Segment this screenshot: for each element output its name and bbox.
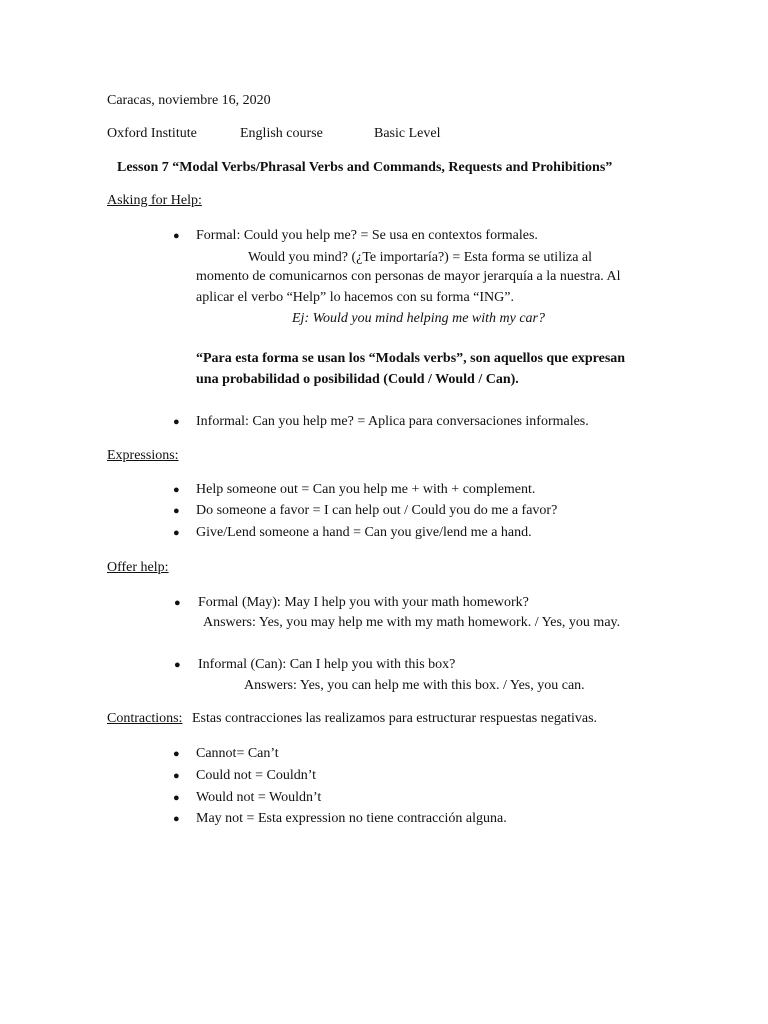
contraction-item: Could not = Couldn’t — [196, 768, 317, 783]
contractions-intro: Estas contracciones las realizamos para estructurar respuestas negativas. — [192, 711, 598, 726]
asking-help-heading: Asking for Help: — [107, 193, 202, 208]
offer-informal-answer: Answers: Yes, you can help me with this box. / Yes, you can. — [244, 678, 585, 693]
bullet-icon: ● — [173, 527, 180, 539]
bullet-icon: ● — [173, 416, 180, 428]
formal-line-2: Would you mind? (¿Te importaría?) = Esta forma se utiliza al — [248, 250, 593, 265]
informal-line: Informal: Can you help me? = Aplica para conversaciones informales. — [196, 414, 589, 429]
contraction-item: May not = Esta expression no tiene contracción alguna. — [196, 811, 507, 826]
expression-item: Do someone a favor = I can help out / Could you do me a favor? — [196, 503, 558, 518]
offer-help-heading: Offer help: — [107, 560, 169, 575]
formal-example: Ej: Would you mind helping me with my car? — [292, 311, 546, 326]
expressions-heading: Expressions: — [107, 448, 179, 463]
offer-formal-line: Formal (May): May I help you with your math homework? — [198, 595, 529, 610]
bullet-icon: ● — [174, 597, 181, 609]
formal-line-3: momento de comunicarnos con personas de mayor jerarquía a la nuestra. Al — [196, 269, 621, 284]
bullet-icon: ● — [173, 748, 180, 760]
lesson-title: Lesson 7 “Modal Verbs/Phrasal Verbs and Commands, Requests and Prohibitions” — [117, 160, 613, 175]
bullet-icon: ● — [173, 230, 180, 242]
bullet-icon: ● — [174, 659, 181, 671]
contractions-heading: Contractions: — [107, 711, 183, 726]
bullet-icon: ● — [173, 484, 180, 496]
date-line: Caracas, noviembre 16, 2020 — [107, 93, 271, 108]
course-name: English course — [240, 126, 323, 141]
formal-line-1: Formal: Could you help me? = Se usa en contextos formales. — [196, 228, 538, 243]
offer-informal-line: Informal (Can): Can I help you with this box? — [198, 657, 456, 672]
modal-note-line-2: una probabilidad o posibilidad (Could / Would / Can). — [196, 372, 519, 387]
bullet-icon: ● — [173, 505, 180, 517]
contraction-item: Would not = Wouldn’t — [196, 790, 322, 805]
institute-name: Oxford Institute — [107, 126, 197, 141]
bullet-icon: ● — [173, 813, 180, 825]
formal-line-4: aplicar el verbo “Help” lo hacemos con su forma “ING”. — [196, 290, 514, 305]
expression-item: Help someone out = Can you help me + with + complement. — [196, 482, 536, 497]
course-level: Basic Level — [374, 126, 441, 141]
bullet-icon: ● — [173, 770, 180, 782]
expression-item: Give/Lend someone a hand = Can you give/lend me a hand. — [196, 525, 532, 540]
modal-note-line-1: “Para esta forma se usan los “Modals verbs”, son aquellos que expresan — [196, 351, 626, 366]
offer-formal-answer: Answers: Yes, you may help me with my math homework. / Yes, you may. — [203, 615, 621, 630]
contraction-item: Cannot= Can’t — [196, 746, 279, 761]
bullet-icon: ● — [173, 792, 180, 804]
